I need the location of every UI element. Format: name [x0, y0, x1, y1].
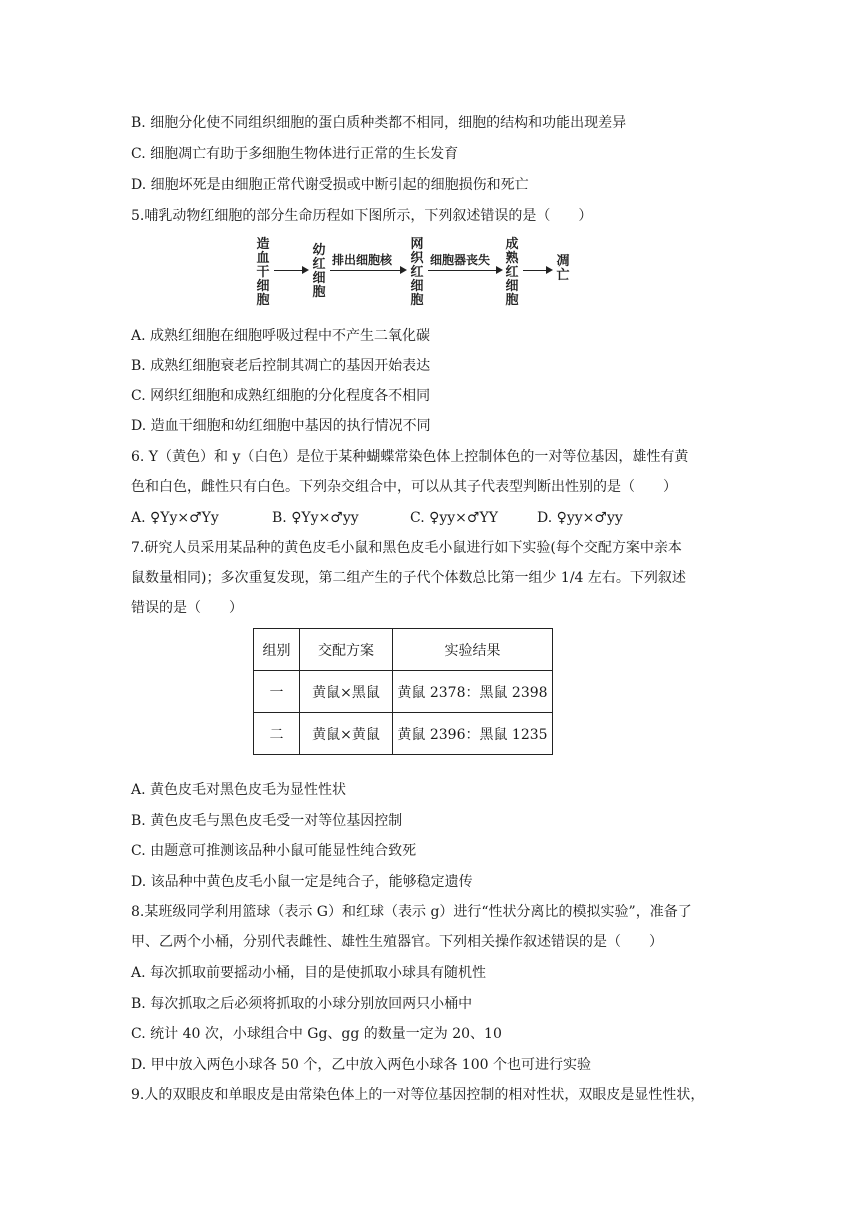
q4-option-b: B. 细胞分化使不同组织细胞的蛋白质种类都不相同，细胞的结构和功能出现差异 [131, 115, 627, 131]
q8-option-b: B. 每次抓取之后必须将抓取的小球分别放回两只小桶中 [131, 996, 473, 1012]
q9-stem-line1: 9.人的双眼皮和单眼皮是由常染色体上的一对等位基因控制的相对性状，双眼皮是显性性状， [131, 1087, 705, 1103]
q8-option-d: D. 甲中放入两色小球各 50 个，乙中放入两色小球各 100 个也可进行实验 [131, 1057, 591, 1073]
diagram-arrow-3 [428, 270, 501, 271]
diagram-arrow-1 [274, 270, 307, 271]
table-cell: 二 [254, 713, 300, 755]
diagram-node-erythroblast: 幼红细胞 [312, 243, 326, 300]
q6-option-c: C. ♀yy×♂YY [410, 510, 498, 526]
q7-stem-line1: 7.研究人员采用某品种的黄色皮毛小鼠和黑色皮毛小鼠进行如下实验(每个交配方案中亲本 [131, 540, 682, 556]
table-header-cell: 交配方案 [300, 629, 393, 671]
diagram-arrow-2 [330, 270, 405, 271]
q5-option-a: A. 成熟红细胞在细胞呼吸过程中不产生二氧化碳 [131, 328, 431, 344]
q4-option-c: C. 细胞凋亡有助于多细胞生物体进行正常的生长发育 [131, 146, 459, 162]
q5-option-b: B. 成熟红细胞衰老后控制其凋亡的基因开始表达 [131, 358, 431, 374]
diagram-arrow-2-label: 排出细胞核 [332, 253, 393, 267]
q8-stem-line1: 8.某班级同学利用篮球（表示 G）和红球（表示 g）进行“性状分离比的模拟实验”，准备了 [131, 904, 692, 920]
table-cell: 黄鼠×黄鼠 [300, 713, 393, 755]
q8-option-c: C. 统计 40 次，小球组合中 Gg、gg 的数量一定为 20、10 [131, 1026, 502, 1042]
diagram-node-apoptosis: 凋亡 [556, 254, 570, 283]
q6-option-a: A. ♀Yy×♂Yy [131, 510, 219, 526]
q6-stem-line2: 色和白色，雌性只有白色。下列杂交组合中，可以从其子代表型判断出性别的是（ ） [131, 479, 677, 495]
table-cell: 黄鼠×黑鼠 [300, 671, 393, 713]
q7-stem-line3: 错误的是（ ） [131, 600, 243, 616]
table-cell: 黄鼠 2396：黑鼠 1235 [393, 713, 553, 755]
table-row [254, 713, 553, 755]
q7-stem-line2: 鼠数量相同)；多次重复发现，第二组产生的子代个体数总比第一组少 1/4 左右。下列叙述 [131, 570, 686, 586]
q5-option-d: D. 造血干细胞和幼红细胞中基因的执行情况不同 [131, 418, 431, 434]
diagram-arrow-4 [523, 270, 551, 271]
q6-option-d: D. ♀yy×♂yy [537, 510, 623, 526]
table-header-cell: 实验结果 [393, 629, 553, 671]
red-cell-life-history-diagram [253, 236, 573, 308]
table-header-row [254, 629, 553, 671]
table-cell: 黄鼠 2378：黑鼠 2398 [393, 671, 553, 713]
table-header-cell: 组别 [254, 629, 300, 671]
q4-option-d: D. 细胞坏死是由细胞正常代谢受损或中断引起的细胞损伤和死亡 [131, 177, 529, 193]
q7-option-c: C. 由题意可推测该品种小鼠可能显性纯合致死 [131, 843, 417, 859]
diagram-node-mature-rbc: 成熟红细胞 [505, 237, 519, 308]
table-cell: 一 [254, 671, 300, 713]
diagram-node-hsc: 造血干细胞 [256, 237, 270, 308]
q7-option-b: B. 黄色皮毛与黑色皮毛受一对等位基因控制 [131, 813, 403, 829]
q6-stem-line1: 6. Y（黄色）和 y（白色）是位于某种蝴蝶常染色体上控制体色的一对等位基因，雄性有黄 [131, 449, 689, 465]
q7-option-d: D. 该品种中黄色皮毛小鼠一定是纯合子，能够稳定遗传 [131, 874, 473, 890]
q8-stem-line2: 甲、乙两个小桶，分别代表雌性、雄性生殖器官。下列相关操作叙述错误的是（ ） [131, 934, 663, 950]
diagram-node-reticulocyte: 网织红细胞 [410, 237, 424, 308]
table-row [254, 671, 553, 713]
mouse-cross-table [253, 628, 553, 755]
q5-stem: 5.哺乳动物红细胞的部分生命历程如下图所示，下列叙述错误的是（ ） [131, 208, 593, 224]
q6-option-b: B. ♀Yy×♂yy [272, 510, 359, 526]
q8-option-a: A. 每次抓取前要摇动小桶，目的是使抓取小球具有随机性 [131, 965, 487, 981]
q5-option-c: C. 网织红细胞和成熟红细胞的分化程度各不相同 [131, 388, 431, 404]
q7-option-a: A. 黄色皮毛对黑色皮毛为显性性状 [131, 782, 347, 798]
diagram-arrow-3-label: 细胞器丧失 [430, 253, 491, 267]
